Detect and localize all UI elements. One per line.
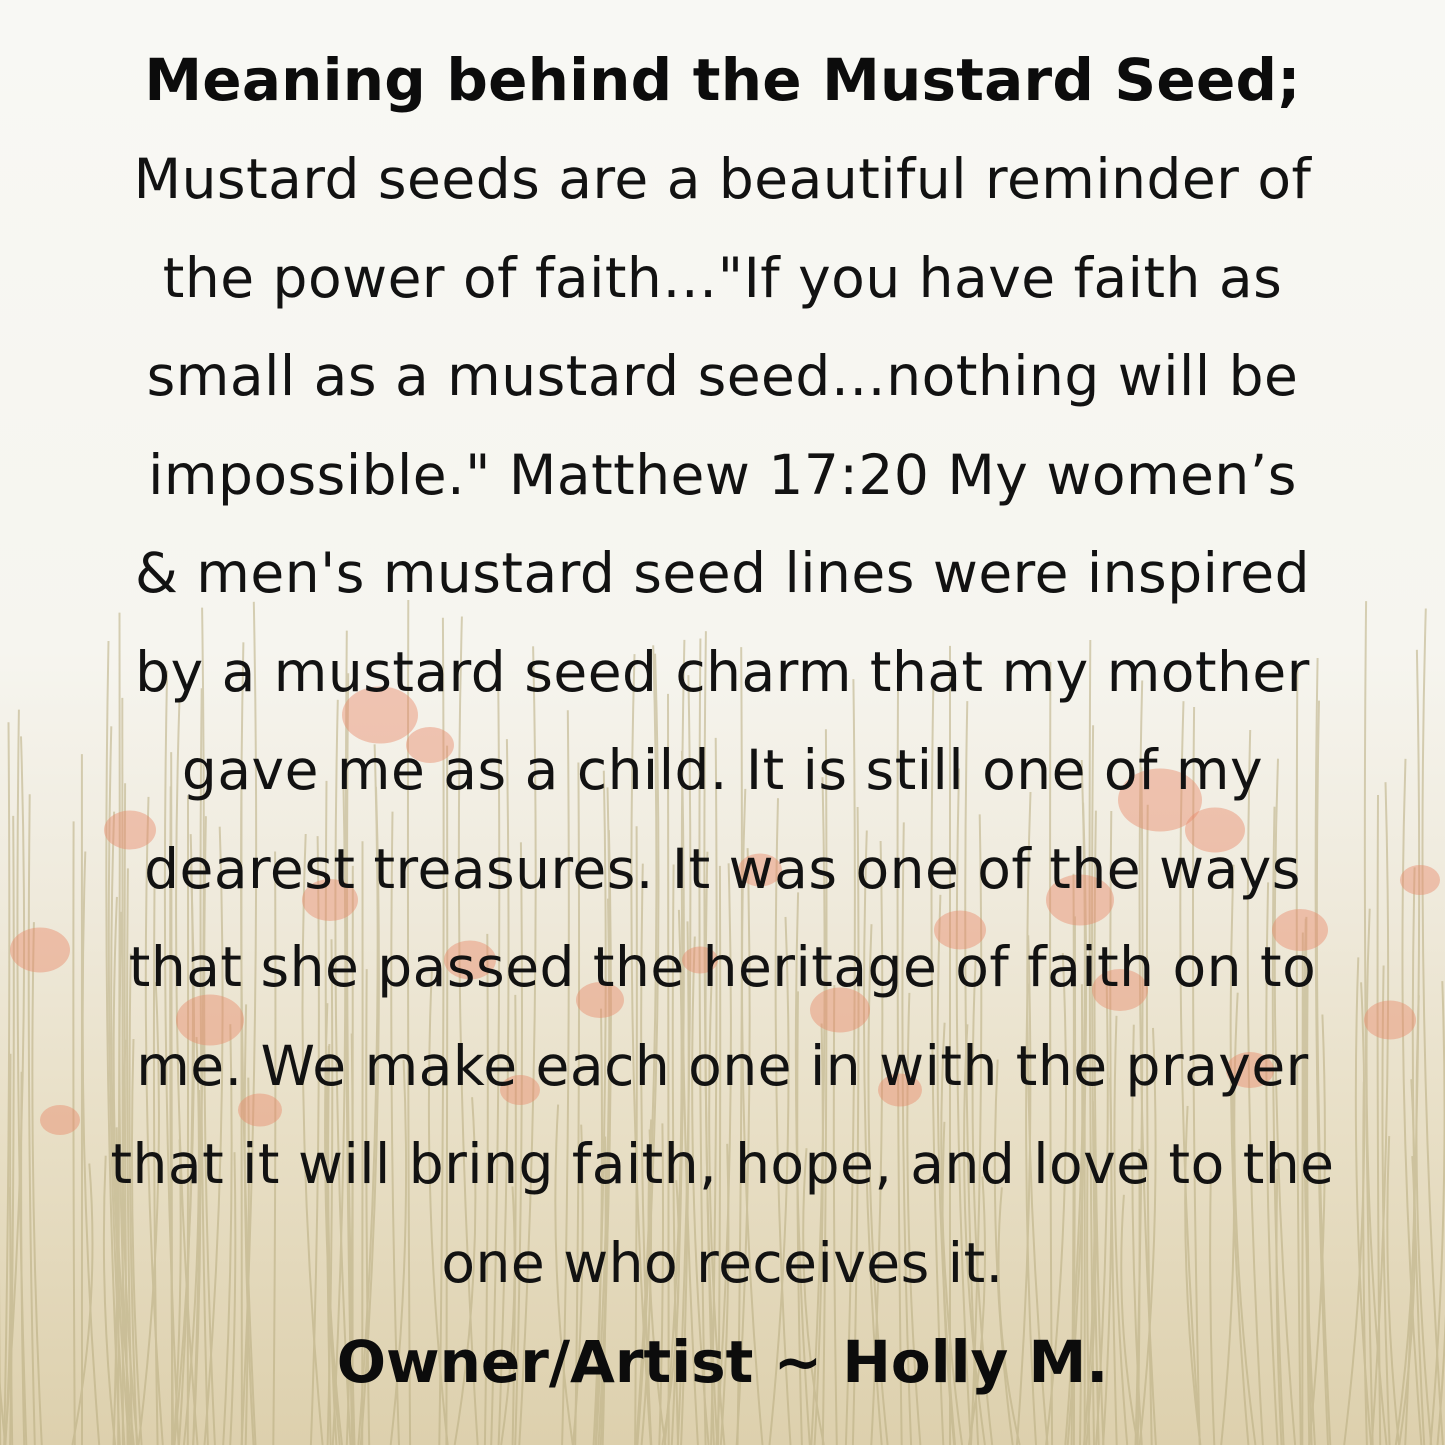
heading: Meaning behind the Mustard Seed; xyxy=(144,46,1301,114)
body-line: that it will bring faith, hope, and love to the xyxy=(110,1132,1335,1196)
body-line: that she passed the heritage of faith on to xyxy=(128,935,1317,999)
body-line: one who receives it. xyxy=(441,1230,1004,1295)
body-line: Mustard seeds are a beautiful reminder of xyxy=(133,147,1312,211)
body-line: me. We make each one in with the prayer xyxy=(136,1033,1309,1098)
body-line: by a mustard seed charm that my mother xyxy=(135,639,1310,704)
body-line: impossible." Matthew 17:20 My women’s xyxy=(148,442,1297,507)
signature: Owner/Artist ~ Holly M. xyxy=(336,1328,1109,1396)
body-line: gave me as a child. It is still one of my xyxy=(181,738,1264,802)
body-line: & men's mustard seed lines were inspired xyxy=(134,541,1311,605)
body-line: the power of faith…"If you have faith as xyxy=(162,245,1283,310)
body-line: dearest treasures. It was one of the ways xyxy=(144,836,1301,901)
body-text xyxy=(50,130,1395,1312)
body-line: small as a mustard seed…nothing will be xyxy=(146,344,1299,408)
